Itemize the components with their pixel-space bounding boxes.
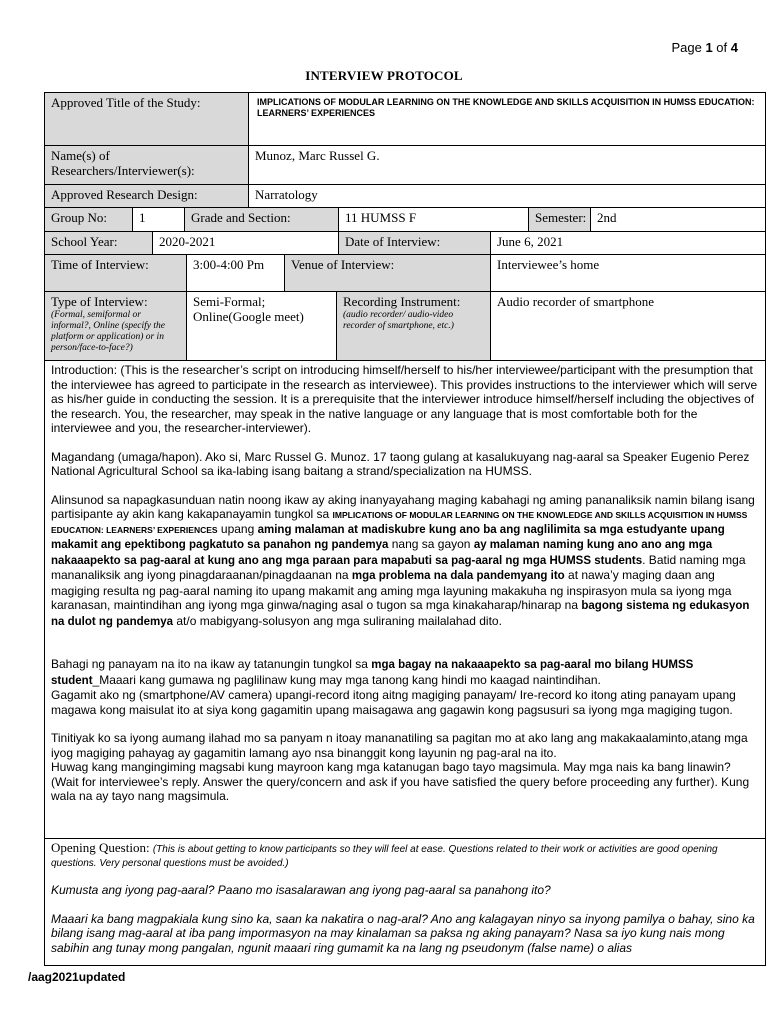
row-school-year (45, 232, 765, 255)
intro-p4-text-a: Bahagi ng panayam na ito na ikaw ay tatanungin tungkol sa (51, 657, 372, 671)
type-label: Type of Interview: (51, 294, 148, 309)
venue-label: Venue of Interview: (285, 255, 491, 291)
intro-p3-text-e: nang sa gayon (388, 537, 474, 551)
page-number (671, 40, 738, 55)
intro-p4-bold-b: mga bagay na nakaaapekto sa pag-aaral mo bilang HUMSS student (51, 659, 694, 687)
date-label: Date of Interview: (339, 232, 491, 254)
type-note: (Formal, semiformal or informal?, Online (specify the platform or application) or in person/face-to-face?) (51, 310, 165, 353)
opening-section (45, 839, 765, 965)
intro-p3-text-c: upang (217, 521, 258, 536)
type-cell (45, 292, 187, 360)
recording-label: Recording Instrument: (343, 294, 461, 309)
intro-p3-bold-h: mga problema na dala pandemyang ito (351, 570, 565, 582)
intro-paragraph-5: Tinitiyak ko sa iyong aumang ilahad mo sa panyam n itoay mananatiling sa pagitan mo at ako lang ang makakaalaminto,atang mga iyog magiging pahayag ay gagamitin lamang ayo nsa binanggit kong layunin ng pag-aral na ito. (51, 731, 748, 760)
grade-value: 11 HUMSS F (339, 208, 529, 231)
document-title: INTERVIEW PROTOCOL (305, 68, 463, 83)
design-label: Approved Research Design: (45, 185, 249, 207)
footer-tag: /aag2021updated (28, 970, 126, 984)
venue-value: Interviewee’s home (497, 257, 600, 272)
row-study-title (45, 93, 765, 146)
intro-p3-text-a: Alinsunod sa napagkasunduan natin noong ikaw ay aking inanyayahang maging kabahagi ng aming pananaliksik namin bilang isang partisipante ay akin kang kakapanayamin tungkol sa (51, 492, 755, 521)
school-year-value: 2020-2021 (153, 232, 339, 254)
introduction-section (45, 361, 765, 838)
type-value-cell (187, 292, 337, 360)
recording-cell (337, 292, 491, 360)
opening-question-1: Kumusta ang iyong pag-aaral? Paano mo isasalarawan ang iyong pag-aaral sa panahong ito? (51, 883, 551, 897)
type-value-2: Online(Google meet) (193, 309, 304, 324)
intro-paragraph-3 (51, 493, 759, 630)
design-value: Narratology (255, 187, 318, 202)
intro-p4-text-c: _Maaari kang gumawa ng paglilinaw kung may mga tanong kang hindi mo kaagad naintindihan. (92, 672, 601, 687)
school-year-label: School Year: (45, 232, 153, 254)
intro-p3-bold-f: ay malaman naming kung ano ano ang mga nakaaapekto sa pag-aaral at kung ano ang mga paraan para mapabuti sa pag-aaral ng mga HUMSS students (51, 539, 713, 567)
study-title-label: Approved Title of the Study: (45, 93, 249, 145)
researchers-value: Munoz, Marc Russel G. (255, 148, 380, 163)
row-time (45, 255, 765, 292)
intro-paragraph-1: Introduction: (This is the researcher’s script on introducing himself/herself to his/her interviewee/participant with the presumption that the interviewee has agreed to participate in the research as interviewee). This provides instructions to the interviewer which will serve as his/her guide in conducting the session. It is a prerequisite that the interviewer introduce himself/herself including the objectives of the research. You, the researcher, may speak in the native language or any language that is most comfortable both for the interviewee and you, the researcher-interviewer). (51, 363, 758, 435)
semester-label: Semester: (529, 208, 591, 231)
intro-paragraph-5b: Huwag kang mangingiming magsabi kung mayroon kang mga katanugan bago tayo magsimula. May mga nais ka bang linawin? (Wait for interviewee’s reply. Answer the query/concern and ask if you have satisfied the query before proceeding any further). Kung wala na ay tayo nang magsimula. (51, 760, 750, 803)
opening-question-2: Maaari ka bang magpakiala kung sino ka, saan ka nakatira o nag-aral? Ano ang kalagayan ninyo sa inyong pamilya o bahay, sino ka bilang isang mag-aaral at iba pang impormasyon na may kinalaman sa paksa ng aking panayam? Nasa sa iyo kung nais mong sabihin ang tunay mong pangalan, ngunit maaari ring gumamit ka na lang ng pseudonym (false name) o alias (51, 911, 755, 955)
intro-paragraph-4 (51, 657, 759, 688)
researchers-label: Name(s) of Researchers/Interviewer(s): (45, 146, 249, 184)
intro-paragraph-2: Magandang (umaga/hapon). Ako si, Marc Russel G. Munoz. 17 taong gulang at kasalukuyang nag-aaral sa Speaker Eugenio Perez National Agricultural School sa ika-labing isang baitang a strand/specialization na HUMSS. (51, 449, 750, 478)
row-type (45, 292, 765, 361)
intro-p3-bold-j: bagong sistema ng edukasyon na dulot ng pandemya (51, 600, 750, 628)
time-label: Time of Interview: (45, 255, 187, 291)
intro-p3-text-i: at nawa’y maging daan ang magiging resulta ng pag-aaral naming ito upang makamit ang aming mga layuning makakuha ng inspirasyon mula sa iyong mga karanasan, maintindihan ang iyong mga ginwa/naging asal o tugon sa mga kinakaharap/hinarap na (51, 568, 732, 612)
row-design (45, 185, 765, 208)
row-group (45, 208, 765, 232)
row-introduction (45, 361, 765, 839)
intro-p3-study-title: IMPLICATIONS OF MODULAR LEARNING ON THE KNOWLEDGE AND SKILLS ACQUISITION IN HUMSS EDUCATION: LEARNERS’ EXPERIENCES (51, 510, 748, 535)
semester-value: 2nd (597, 210, 617, 225)
page-label: Page (671, 40, 702, 55)
page-total: 4 (730, 40, 738, 55)
intro-p3-text-g: . Batid naming mga mananaliksik ang iyong pinagdaraanan/pinagdaanan na (51, 552, 746, 582)
row-researchers (45, 146, 765, 185)
intro-p3-text-k: at/o mabigyang-solusyon ang mga suliraning mailalahad dito. (173, 613, 502, 628)
opening-label: Opening Question: (51, 840, 150, 855)
page-current: 1 (705, 40, 713, 55)
date-value: June 6, 2021 (497, 234, 564, 249)
opening-header (51, 841, 759, 869)
type-value-1: Semi-Formal; (193, 294, 266, 309)
recording-value: Audio recorder of smartphone (497, 294, 655, 309)
time-value: 3:00-4:00 Pm (187, 255, 285, 291)
row-opening-question (45, 839, 765, 965)
group-label: Group No: (45, 208, 133, 231)
recording-note: (audio recorder/ audio-video recorder of smartphone, etc.) (343, 310, 454, 331)
opening-note: (This is about getting to know participants so they will feel at ease. Questions related to their work or activities are good opening questions. Very personal questions must be avoided.) (51, 844, 718, 869)
grade-label: Grade and Section: (185, 208, 339, 231)
intro-paragraph-4b: Gagamit ako ng (smartphone/AV camera) upangi-record itong aitng magiging panayam/ Ire-record ko itong ating panayam upang magawa kong maisulat ito at siya kong gagamitin upang maisagawa ang gagawin kong pagsusuri sa iyong mga magiging tugon. (51, 688, 736, 717)
interview-form (44, 92, 766, 966)
page-of: of (716, 40, 728, 55)
study-title-value: IMPLICATIONS OF MODULAR LEARNING ON THE KNOWLEDGE AND SKILLS ACQUISITION IN HUMSS EDUCATION: LEARNERS’ EXPERIENCES (257, 97, 755, 118)
group-value: 1 (133, 208, 185, 231)
intro-p3-bold-d: aming malaman at madiskubre kung ano ba ang naglilimita sa mga estudyante upang makamit ang epektibong pagkatuto sa panahon ng pandemya (51, 523, 725, 551)
